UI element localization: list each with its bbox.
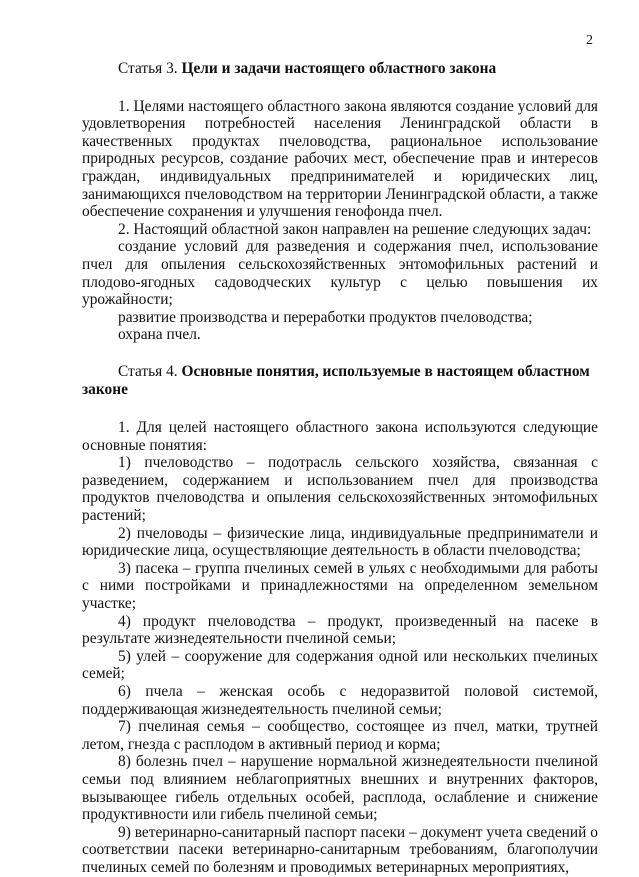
article-3-heading — [82, 60, 598, 78]
article-3-prefix: Статья 3. — [118, 60, 182, 77]
article-3-paragraph: 1. Целями настоящего областного закона являются создание условий для удовлетворения потребностей населения Ленинградской области в качественных продуктах пчеловодства, рациональное использование природных ресурсов, создание рабочих мест, обеспечение прав и интересов граждан, индивидуальных предпринимателей и юридических лиц, занимающихся пчеловодством на территории Ленинградской области, а также обеспечение сохранения и улучшения генофонда пчел. — [82, 97, 598, 221]
article-4-paragraph: 5) улей – сооружение для содержания одной или нескольких пчелиных семей; — [82, 647, 598, 683]
article-4-title: Основные понятия, используемые в настоящем областном законе — [82, 362, 590, 398]
page-number: 2 — [586, 33, 593, 48]
article-4-paragraph: 2) пчеловоды – физические лица, индивидуальные предприниматели и юридические лица, осуществляющие деятельность в области пчеловодства; — [82, 524, 598, 560]
article-4-paragraph: 1) пчеловодство – подотрасль сельского хозяйства, связанная с разведением, содержанием и использованием пчел для производства продуктов пчеловодства и опыления сельскохозяйственных энтомофильных растений; — [82, 454, 598, 525]
article-4-paragraph: 9) ветеринарно-санитарный паспорт пасеки – документ учета сведений о соответствии пасеки ветеринарно-санитарным требованиям, благополучии пчелиных семей по болезням и проводимых ветеринарных мероприятиях, — [82, 823, 598, 876]
article-3-paragraph: создание условий для разведения и содержания пчел, использование пчел для опыления сельскохозяйственных энтомофильных растений и плодово-ягодных садоводческих культур с целью повышения их урожайности; — [82, 238, 598, 309]
article-4-paragraph: 4) продукт пчеловодства – продукт, произведенный на пасеке в результате жизнедеятельности пчелиной семьи; — [82, 612, 598, 648]
article-4-heading — [82, 363, 598, 398]
article-3-paragraph: охрана пчел. — [118, 326, 201, 344]
document-body — [82, 60, 598, 877]
article-4-paragraph: 1. Для целей настоящего областного закона используются следующие основные понятия: — [82, 419, 598, 454]
article-4-paragraph: 3) пасека – группа пчелиных семей в ульях с необходимыми для работы с ними постройками и принадлежностями на определенном земельном участке; — [82, 559, 598, 613]
article-3-title: Цели и задачи настоящего областного закона — [181, 60, 497, 77]
article-4-paragraph: 7) пчелиная семья – сообщество, состоящее из пчел, матки, трутней летом, гнезда с расплодом в активный период и корма; — [82, 718, 598, 753]
article-4-prefix: Статья 4. — [118, 362, 182, 380]
article-3-paragraph: 2. Настоящий областной закон направлен на решение следующих задач: — [118, 220, 592, 238]
article-4-paragraph: 6) пчела – женская особь с недоразвитой половой системой, поддерживающая жизнедеятельность пчелиной семьи; — [82, 683, 598, 718]
article-3-paragraph: развитие производства и переработки продуктов пчеловодства; — [118, 308, 533, 326]
article-4-paragraph: 8) болезнь пчел – нарушение нормальной жизнедеятельности пчелиной семьи под влиянием неблагоприятных внешних и внутренних факторов, вызывающее гибель отдельных особей, расплода, ослабление и снижение продуктивности или гибель пчелиной семьи; — [82, 753, 598, 824]
